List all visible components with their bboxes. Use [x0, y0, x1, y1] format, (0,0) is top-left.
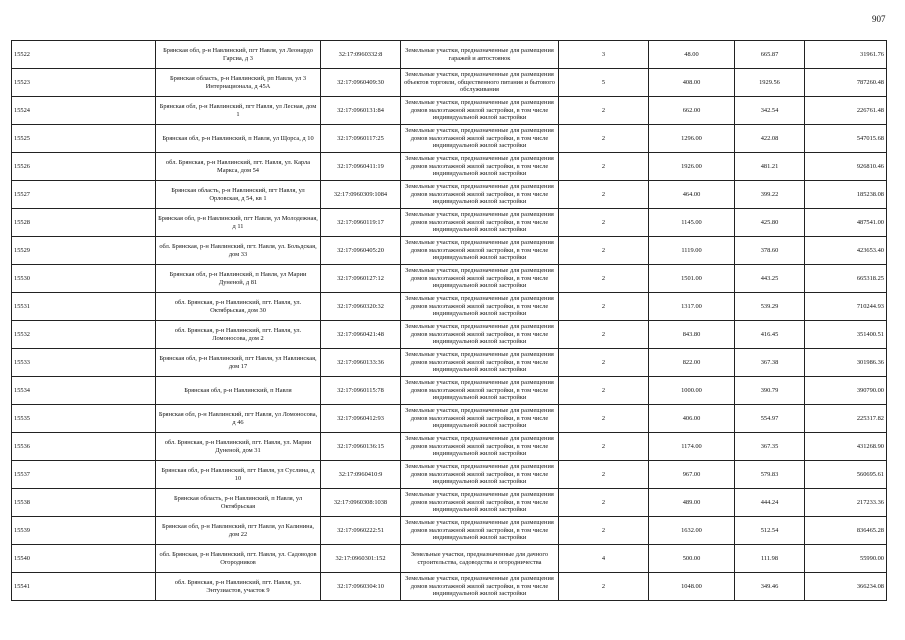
cadastral-number-cell: 32:17:0960411:19	[321, 153, 401, 181]
specific-value-cell: 665.87	[735, 41, 805, 69]
land-use-cell: Земельные участки, предназначенные для размещения домов малоэтажной жилой застройки, в том числе индивидуальной жилой застройки	[401, 377, 559, 405]
row-number: 15539	[12, 517, 156, 545]
address-cell: Брянская область, р-н Навлинский, пгт Навля, ул Орловская, д 54, кв 1	[156, 181, 321, 209]
address-cell: обл. Брянская, р-н Навлинский, пгт. Навля, ул. Октябрьская, дом 30	[156, 293, 321, 321]
cadastral-number-cell: 32:17:0960304:10	[321, 573, 401, 601]
specific-value-cell: 349.46	[735, 573, 805, 601]
table-row	[12, 153, 887, 181]
address-cell: Брянская область, р-н Навлинский, рп Навля, ул 3 Интернационала, д 45А	[156, 69, 321, 97]
cadastral-value-cell: 226761.48	[805, 97, 887, 125]
group-cell: 2	[559, 265, 649, 293]
group-cell: 2	[559, 489, 649, 517]
cadastral-value-cell: 836465.28	[805, 517, 887, 545]
row-number: 15530	[12, 265, 156, 293]
address-cell: Брянская обл, р-н Навлинский, пгт Навля, ул Калинина, дом 22	[156, 517, 321, 545]
specific-value-cell: 416.45	[735, 321, 805, 349]
group-cell: 2	[559, 573, 649, 601]
area-cell: 1501.00	[649, 265, 735, 293]
table-row	[12, 125, 887, 153]
specific-value-cell: 111.98	[735, 545, 805, 573]
cadastral-number-cell: 32:17:0960320:32	[321, 293, 401, 321]
area-cell: 1632.00	[649, 517, 735, 545]
specific-value-cell: 554.97	[735, 405, 805, 433]
address-cell: Брянская обл, р-н Навлинский, пгт Навля, ул Навлинская, дом 17	[156, 349, 321, 377]
table-body	[12, 41, 887, 601]
cadastral-value-cell: 423653.40	[805, 237, 887, 265]
group-cell: 2	[559, 349, 649, 377]
specific-value-cell: 1929.56	[735, 69, 805, 97]
page-number: 907	[872, 14, 886, 24]
cadastral-number-cell: 32:17:0960412:93	[321, 405, 401, 433]
cadastral-number-cell: 32:17:0960117:25	[321, 125, 401, 153]
row-number: 15533	[12, 349, 156, 377]
address-cell: обл. Брянская, р-н Навлинский, пгт. Навля, ул. Энтузиастов, участок 9	[156, 573, 321, 601]
table-row	[12, 377, 887, 405]
row-number: 15523	[12, 69, 156, 97]
specific-value-cell: 367.35	[735, 433, 805, 461]
cadastral-number-cell: 32:17:0960115:78	[321, 377, 401, 405]
cadastral-number-cell: 32:17:0960127:12	[321, 265, 401, 293]
row-number: 15537	[12, 461, 156, 489]
cadastral-number-cell: 32:17:0960136:15	[321, 433, 401, 461]
land-use-cell: Земельные участки, предназначенные для размещения домов малоэтажной жилой застройки, в том числе индивидуальной жилой застройки	[401, 237, 559, 265]
specific-value-cell: 378.60	[735, 237, 805, 265]
address-cell: обл. Брянская, р-н Навлинский, пгт. Навля, ул. Марии Дуненой, дом 31	[156, 433, 321, 461]
specific-value-cell: 422.08	[735, 125, 805, 153]
cadastral-value-cell: 185238.08	[805, 181, 887, 209]
area-cell: 662.00	[649, 97, 735, 125]
cadastral-value-cell: 301986.36	[805, 349, 887, 377]
specific-value-cell: 579.83	[735, 461, 805, 489]
specific-value-cell: 481.21	[735, 153, 805, 181]
land-use-cell: Земельные участки, предназначенные для размещения домов малоэтажной жилой застройки, в том числе индивидуальной жилой застройки	[401, 265, 559, 293]
table-row	[12, 349, 887, 377]
cadastral-number-cell: 32:17:0960133:36	[321, 349, 401, 377]
address-cell: обл. Брянская, р-н Навлинский, пгт. Навля, ул. Карла Маркса, дом 54	[156, 153, 321, 181]
table-row	[12, 293, 887, 321]
address-cell: Брянская обл, р-н Навлинский, пгт Навля, ул Суслина, д 10	[156, 461, 321, 489]
cadastral-value-cell: 217233.36	[805, 489, 887, 517]
row-number: 15538	[12, 489, 156, 517]
land-use-cell: Земельные участки, предназначенные для размещения домов малоэтажной жилой застройки, в том числе индивидуальной жилой застройки	[401, 433, 559, 461]
cadastral-number-cell: 32:17:0960131:84	[321, 97, 401, 125]
area-cell: 48.00	[649, 41, 735, 69]
group-cell: 2	[559, 153, 649, 181]
table-row	[12, 41, 887, 69]
specific-value-cell: 390.79	[735, 377, 805, 405]
area-cell: 1296.00	[649, 125, 735, 153]
specific-value-cell: 443.25	[735, 265, 805, 293]
table-row	[12, 69, 887, 97]
group-cell: 2	[559, 209, 649, 237]
address-cell: Брянская обл, р-н Навлинский, п Навля	[156, 377, 321, 405]
land-use-cell: Земельные участки, предназначенные для размещения домов малоэтажной жилой застройки, в том числе индивидуальной жилой застройки	[401, 125, 559, 153]
area-cell: 967.00	[649, 461, 735, 489]
row-number: 15536	[12, 433, 156, 461]
group-cell: 2	[559, 125, 649, 153]
cadastral-value-cell: 55990.00	[805, 545, 887, 573]
address-cell: Брянская обл, р-н Навлинский, п Навля, ул Щорса, д 10	[156, 125, 321, 153]
area-cell: 1000.00	[649, 377, 735, 405]
address-cell: Брянская обл, р-н Навлинский, пгт Навля, ул Леонардо Гарсиа, д 3	[156, 41, 321, 69]
address-cell: обл. Брянская, р-н Навлинский, пгт. Навля, ул. Больдская, дом 33	[156, 237, 321, 265]
row-number: 15529	[12, 237, 156, 265]
row-number: 15531	[12, 293, 156, 321]
group-cell: 2	[559, 461, 649, 489]
table-row	[12, 433, 887, 461]
row-number: 15532	[12, 321, 156, 349]
land-use-cell: Земельные участки, предназначенные для размещения домов малоэтажной жилой застройки, в том числе индивидуальной жилой застройки	[401, 209, 559, 237]
table-row	[12, 517, 887, 545]
cadastral-value-cell: 560695.61	[805, 461, 887, 489]
table-row	[12, 573, 887, 601]
cadastral-number-cell: 32:17:0960308:1038	[321, 489, 401, 517]
cadastral-value-table	[11, 40, 887, 601]
area-cell: 464.00	[649, 181, 735, 209]
group-cell: 2	[559, 321, 649, 349]
table-row	[12, 321, 887, 349]
group-cell: 2	[559, 433, 649, 461]
row-number: 15528	[12, 209, 156, 237]
cadastral-number-cell: 32:17:0960301:152	[321, 545, 401, 573]
land-use-cell: Земельные участки, предназначенные для размещения домов малоэтажной жилой застройки, в том числе индивидуальной жилой застройки	[401, 181, 559, 209]
cadastral-value-cell: 351400.51	[805, 321, 887, 349]
specific-value-cell: 512.54	[735, 517, 805, 545]
cadastral-value-cell: 787260.48	[805, 69, 887, 97]
area-cell: 1048.00	[649, 573, 735, 601]
table-row	[12, 97, 887, 125]
address-cell: обл. Брянская, р-н Навлинский, пгт. Навля, ул. Садоводов Огородников	[156, 545, 321, 573]
group-cell: 2	[559, 405, 649, 433]
cadastral-value-cell: 390790.00	[805, 377, 887, 405]
area-cell: 500.00	[649, 545, 735, 573]
cadastral-number-cell: 32:17:0960309:1084	[321, 181, 401, 209]
group-cell: 2	[559, 517, 649, 545]
area-cell: 1317.00	[649, 293, 735, 321]
row-number: 15526	[12, 153, 156, 181]
land-use-cell: Земельные участки, предназначенные для дачного строительства, садоводства и огородничества	[401, 545, 559, 573]
land-use-cell: Земельные участки, предназначенные для размещения гаражей и автостоянок	[401, 41, 559, 69]
row-number: 15524	[12, 97, 156, 125]
group-cell: 5	[559, 69, 649, 97]
land-use-cell: Земельные участки, предназначенные для размещения домов малоэтажной жилой застройки, в том числе индивидуальной жилой застройки	[401, 489, 559, 517]
group-cell: 4	[559, 545, 649, 573]
address-cell: Брянская область, р-н Навлинский, п Навля, ул Октябрьская	[156, 489, 321, 517]
land-use-cell: Земельные участки, предназначенные для размещения домов малоэтажной жилой застройки, в том числе индивидуальной жилой застройки	[401, 321, 559, 349]
table-row	[12, 489, 887, 517]
table-row	[12, 461, 887, 489]
address-cell: Брянская обл, р-н Навлинский, пгт Навля, ул Ломоносова, д 46	[156, 405, 321, 433]
cadastral-value-cell: 431268.90	[805, 433, 887, 461]
address-cell: Брянская обл, р-н Навлинский, п Навля, ул Марии Дуненой, д 81	[156, 265, 321, 293]
cadastral-value-cell: 710244.93	[805, 293, 887, 321]
cadastral-value-cell: 665318.25	[805, 265, 887, 293]
address-cell: Брянская обл, р-н Навлинский, пгт Навля, ул Лесная, дом 1	[156, 97, 321, 125]
row-number: 15525	[12, 125, 156, 153]
table-row	[12, 209, 887, 237]
group-cell: 2	[559, 181, 649, 209]
area-cell: 1174.00	[649, 433, 735, 461]
cadastral-value-cell: 926810.46	[805, 153, 887, 181]
address-cell: Брянская обл, р-н Навлинский, пгт Навля, ул Молодежная, д 11	[156, 209, 321, 237]
land-use-cell: Земельные участки, предназначенные для размещения домов малоэтажной жилой застройки, в том числе индивидуальной жилой застройки	[401, 97, 559, 125]
row-number: 15540	[12, 545, 156, 573]
cadastral-number-cell: 32:17:0960410:9	[321, 461, 401, 489]
cadastral-number-cell: 32:17:0960119:17	[321, 209, 401, 237]
table-row	[12, 265, 887, 293]
group-cell: 2	[559, 293, 649, 321]
area-cell: 1145.00	[649, 209, 735, 237]
specific-value-cell: 399.22	[735, 181, 805, 209]
table-row	[12, 545, 887, 573]
area-cell: 1119.00	[649, 237, 735, 265]
cadastral-number-cell: 32:17:0960405:20	[321, 237, 401, 265]
area-cell: 843.80	[649, 321, 735, 349]
area-cell: 408.00	[649, 69, 735, 97]
table-row	[12, 405, 887, 433]
row-number: 15534	[12, 377, 156, 405]
area-cell: 1926.00	[649, 153, 735, 181]
specific-value-cell: 342.54	[735, 97, 805, 125]
row-number: 15535	[12, 405, 156, 433]
group-cell: 2	[559, 377, 649, 405]
land-use-cell: Земельные участки, предназначенные для размещения домов малоэтажной жилой застройки, в том числе индивидуальной жилой застройки	[401, 405, 559, 433]
land-use-cell: Земельные участки, предназначенные для размещения объектов торговли, общественного питания и бытового обслуживания	[401, 69, 559, 97]
area-cell: 822.00	[649, 349, 735, 377]
cadastral-number-cell: 32:17:0960409:30	[321, 69, 401, 97]
row-number: 15522	[12, 41, 156, 69]
row-number: 15541	[12, 573, 156, 601]
land-use-cell: Земельные участки, предназначенные для размещения домов малоэтажной жилой застройки, в том числе индивидуальной жилой застройки	[401, 293, 559, 321]
cadastral-value-cell: 487541.00	[805, 209, 887, 237]
area-cell: 406.00	[649, 405, 735, 433]
table-row	[12, 237, 887, 265]
cadastral-value-cell: 31961.76	[805, 41, 887, 69]
address-cell: обл. Брянская, р-н Навлинский, пгт. Навля, ул. Ломоносова, дом 2	[156, 321, 321, 349]
land-use-cell: Земельные участки, предназначенные для размещения домов малоэтажной жилой застройки, в том числе индивидуальной жилой застройки	[401, 461, 559, 489]
group-cell: 2	[559, 97, 649, 125]
land-use-cell: Земельные участки, предназначенные для размещения домов малоэтажной жилой застройки, в том числе индивидуальной жилой застройки	[401, 349, 559, 377]
land-use-cell: Земельные участки, предназначенные для размещения домов малоэтажной жилой застройки, в том числе индивидуальной жилой застройки	[401, 153, 559, 181]
cadastral-number-cell: 32:17:0960421:48	[321, 321, 401, 349]
land-use-cell: Земельные участки, предназначенные для размещения домов малоэтажной жилой застройки, в том числе индивидуальной жилой застройки	[401, 517, 559, 545]
specific-value-cell: 539.29	[735, 293, 805, 321]
cadastral-value-cell: 547015.68	[805, 125, 887, 153]
specific-value-cell: 425.80	[735, 209, 805, 237]
area-cell: 489.00	[649, 489, 735, 517]
group-cell: 3	[559, 41, 649, 69]
cadastral-value-cell: 366234.08	[805, 573, 887, 601]
row-number: 15527	[12, 181, 156, 209]
specific-value-cell: 444.24	[735, 489, 805, 517]
table-row	[12, 181, 887, 209]
cadastral-number-cell: 32:17:0960332:8	[321, 41, 401, 69]
cadastral-value-cell: 225317.82	[805, 405, 887, 433]
specific-value-cell: 367.38	[735, 349, 805, 377]
group-cell: 2	[559, 237, 649, 265]
cadastral-number-cell: 32:17:0960222:51	[321, 517, 401, 545]
land-use-cell: Земельные участки, предназначенные для размещения домов малоэтажной жилой застройки, в том числе индивидуальной жилой застройки	[401, 573, 559, 601]
